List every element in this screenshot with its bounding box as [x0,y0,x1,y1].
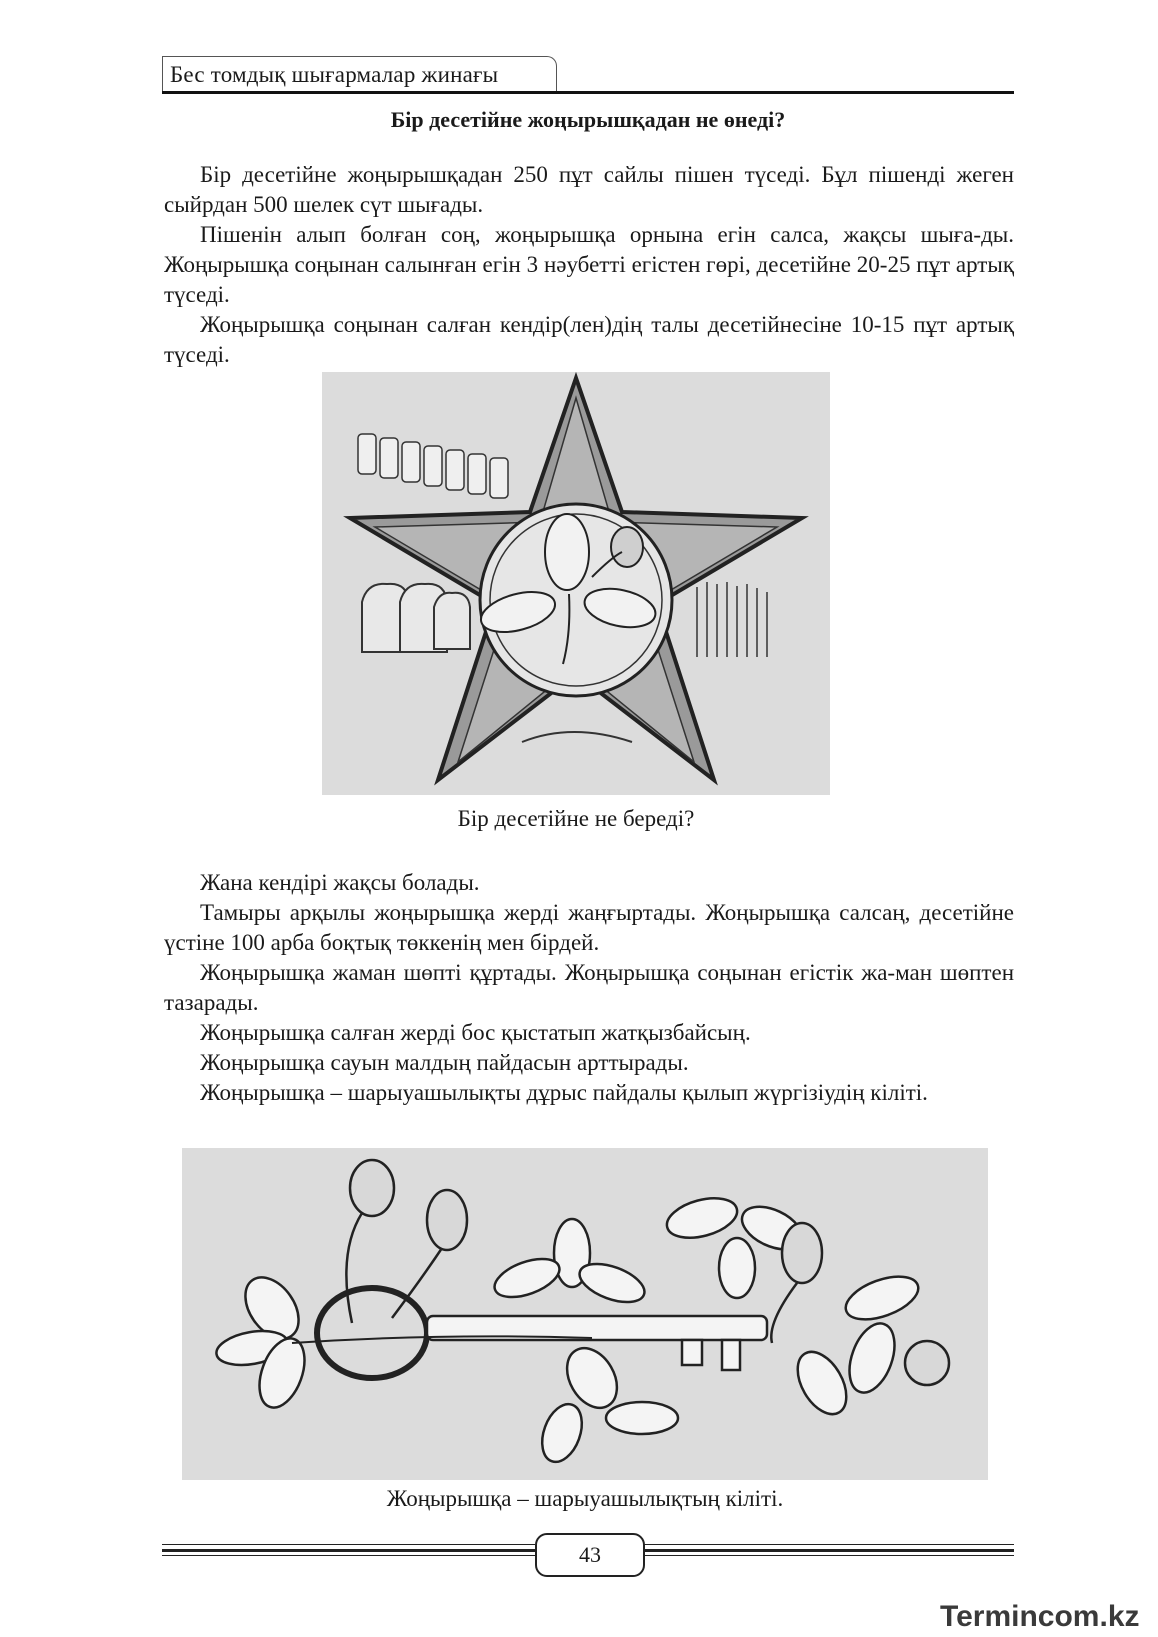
clover-key-illustration [182,1148,988,1480]
paragraph: Жоңырышқа – шарыуашылықты дұрыс пайдалы қылып жүргізіудің кілiтi. [200,1080,928,1105]
figure1-caption: Бір десетійне не береді? [457,806,695,831]
footer-rule-right-thick [641,1549,1014,1552]
footer-rule-right-thin [641,1555,1014,1556]
star-clover-illustration [322,372,830,795]
paragraph: Жана кендірі жақсы болады. [200,870,480,895]
header-rule [162,91,1014,94]
watermark-logo: Termincom.kz [940,1600,1140,1633]
page-number: 43 [535,1533,645,1577]
figure2-caption: Жоңырышқа – шарыуашылықтың кілiтi. [386,1486,784,1511]
paragraph: Жоңырышқа салған жерді бос қыстатып жатқызбайсың. [200,1020,751,1045]
figure-clover-key [182,1148,988,1480]
wheat [697,582,767,657]
figure-star-clover [322,372,830,795]
paragraph: Тамыры арқылы жоңырышқа жерді жаңғыртады. Жоңырышқа салсаң, десетійне үстіне 100 арба боқтық төккенің мен бірдей. [164,900,1014,955]
article-title: Бір десетійне жоңырышқадан не өнеді? [390,107,786,132]
footer-rule-left-thin [162,1555,535,1556]
bags [362,584,470,652]
paragraphs-top [164,160,1014,370]
running-header: Бес томдық шығармалар жинағы [170,62,499,87]
paragraph: Пішенін алып болған соң, жоңырышқа орнына егін салса, жақсы шыға-ды. Жоңырышқа соңынан салынған егін 3 нәубетті егістен гөрі, десетійне 20-25 пұт артық түседі. [164,222,1014,307]
paragraph: Бір десетійне жоңырышқадан 250 пұт сайлы пішен түседі. Бұл пішенді жеген сыйрдан 500 шелек сүт шығады. [164,162,1014,217]
paragraph: Жоңырышқа сауын малдың пайдасын арттырады. [200,1050,689,1075]
paragraph: Жоңырышқа соңынан салған кендір(лен)дің талы десетійнесіне 10-15 пұт артық түседі. [164,312,1014,367]
footer-rule-left [162,1544,535,1545]
paragraph: Жоңырышқа жаман шөпті құртады. Жоңырышқа соңынан егістік жа-ман шөптен тазарады. [164,960,1014,1015]
footer-rule-right [641,1544,1014,1545]
paragraphs-bottom [164,868,1014,1108]
footer-rule-left-thick [162,1549,535,1552]
sacks-rows [358,434,508,498]
